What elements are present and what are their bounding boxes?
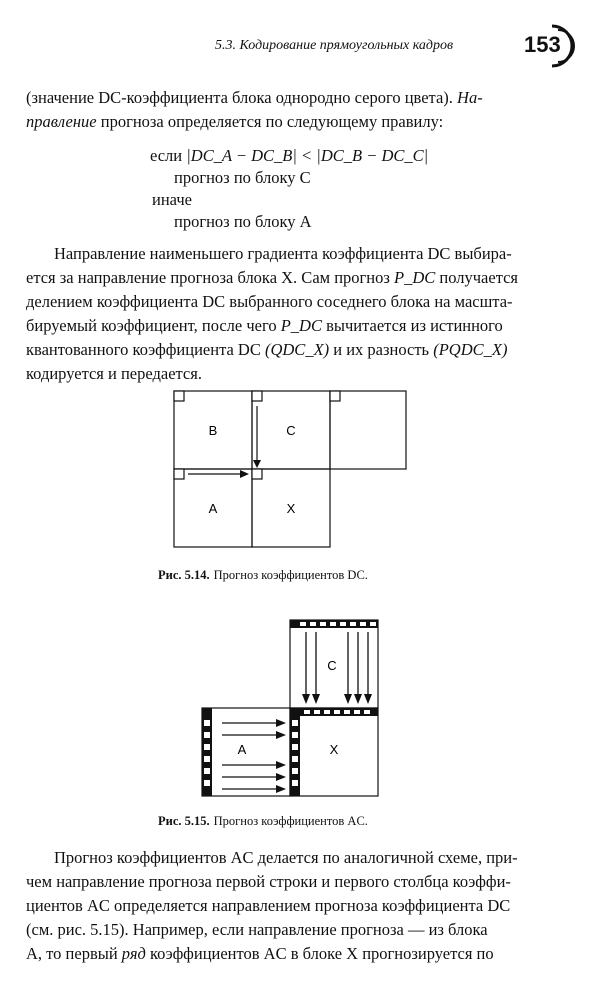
- para3-line-5a: A, то первый: [26, 944, 118, 963]
- rule-line-2: прогноз по блоку C: [174, 168, 311, 187]
- para3-line-3: циентов AC определяется направлением прогноза коэффициента DC: [26, 896, 511, 915]
- figure-5-15-caption-number: Рис. 5.15.: [158, 814, 210, 828]
- para2-line-6: кодируется и передается.: [26, 364, 202, 383]
- dc-cell-a: [174, 469, 184, 479]
- rule-line-4: прогноз по блоку A: [174, 212, 312, 231]
- dc-cell-x: [252, 469, 262, 479]
- para1-text-a: (значение DC-коэффициента блока однородно серого цвета).: [26, 88, 453, 107]
- figure-5-15-caption-text: Прогноз коэффициентов AC.: [213, 814, 368, 828]
- para1-italic-1: На-: [457, 88, 483, 107]
- para2-line-5a: квантованного коэффициента DC: [26, 340, 261, 359]
- figure-5-15-caption: [158, 814, 368, 829]
- dc-cell-b: [174, 391, 184, 401]
- figure-5-14-caption-text: Прогноз коэффициентов DC.: [213, 568, 368, 582]
- label-a: A: [237, 742, 247, 757]
- label-c: C: [327, 658, 337, 673]
- page-number: 153: [524, 32, 561, 57]
- a-horizontal-arrows: [222, 723, 278, 789]
- para2-line-4b: вычитается из истинного: [326, 316, 503, 335]
- para2-line-4a: бируемый коэффициент, после чего: [26, 316, 277, 335]
- paragraph-2: [26, 242, 582, 386]
- para3-line-2: чем направление прогноза первой строки и первого столбца коэффи-: [26, 872, 511, 891]
- para3-line-4: (см. рис. 5.15). Например, если направление прогноза — из блока: [26, 920, 488, 939]
- para2-line-3: делением коэффициента DC выбранного соседнего блока на масшта-: [26, 292, 513, 311]
- rule-if: если: [150, 146, 183, 165]
- label-a: A: [208, 501, 218, 516]
- figure-5-14-caption: [158, 568, 368, 583]
- para2-line-2a: ется за направление прогноза блока X. Сам прогноз: [26, 268, 390, 287]
- para2-math-pqdcx: (PQDC_X): [433, 340, 508, 359]
- rule-line-3: иначе: [152, 190, 192, 209]
- arrowhead-c-to-x: [253, 460, 261, 468]
- running-title: 5.3. Кодирование прямоугольных кадров: [215, 38, 454, 53]
- rule-line-1: [150, 144, 428, 168]
- label-x: X: [329, 742, 339, 757]
- para1-italic-2: правление: [26, 112, 97, 131]
- para3-line-1: Прогноз коэффициентов AC делается по аналогичной схеме, при-: [54, 848, 518, 867]
- para3-italic-word: ряд: [121, 944, 146, 963]
- figure-5-14-caption-number: Рис. 5.14.: [158, 568, 210, 582]
- rule-formula: |DC_A − DC_B| < |DC_B − DC_C|: [186, 146, 429, 165]
- figure-5-15-diagram: [198, 616, 384, 798]
- dc-cell-c: [252, 391, 262, 401]
- para2-math-pdc-2: P_DC: [280, 316, 322, 335]
- figure-5-14-diagram: [170, 388, 410, 552]
- paragraph-3: [26, 846, 582, 966]
- para2-line-2b: получается: [439, 268, 519, 287]
- para3-line-5b: коэффициентов AC в блоке X прогнозируется по: [149, 944, 494, 963]
- page-number-arc-decoration: [548, 22, 576, 70]
- para1-text-b: прогноза определяется по следующему правилу:: [100, 112, 444, 131]
- arrowhead-a-to-x: [240, 470, 249, 478]
- label-c: C: [286, 423, 296, 438]
- paragraph-1: [26, 86, 582, 134]
- label-x: X: [286, 501, 296, 516]
- para2-math-qdcx: (QDC_X): [264, 340, 330, 359]
- block-right: [330, 391, 406, 469]
- para2-math-pdc-1: P_DC: [394, 268, 436, 287]
- dc-cell-right: [330, 391, 340, 401]
- para2-line-1: Направление наименьшего градиента коэффициента DC выбира-: [54, 244, 512, 263]
- c-vertical-arrows: [306, 632, 368, 696]
- para2-line-5b: и их разность: [333, 340, 430, 359]
- label-b: B: [208, 423, 218, 438]
